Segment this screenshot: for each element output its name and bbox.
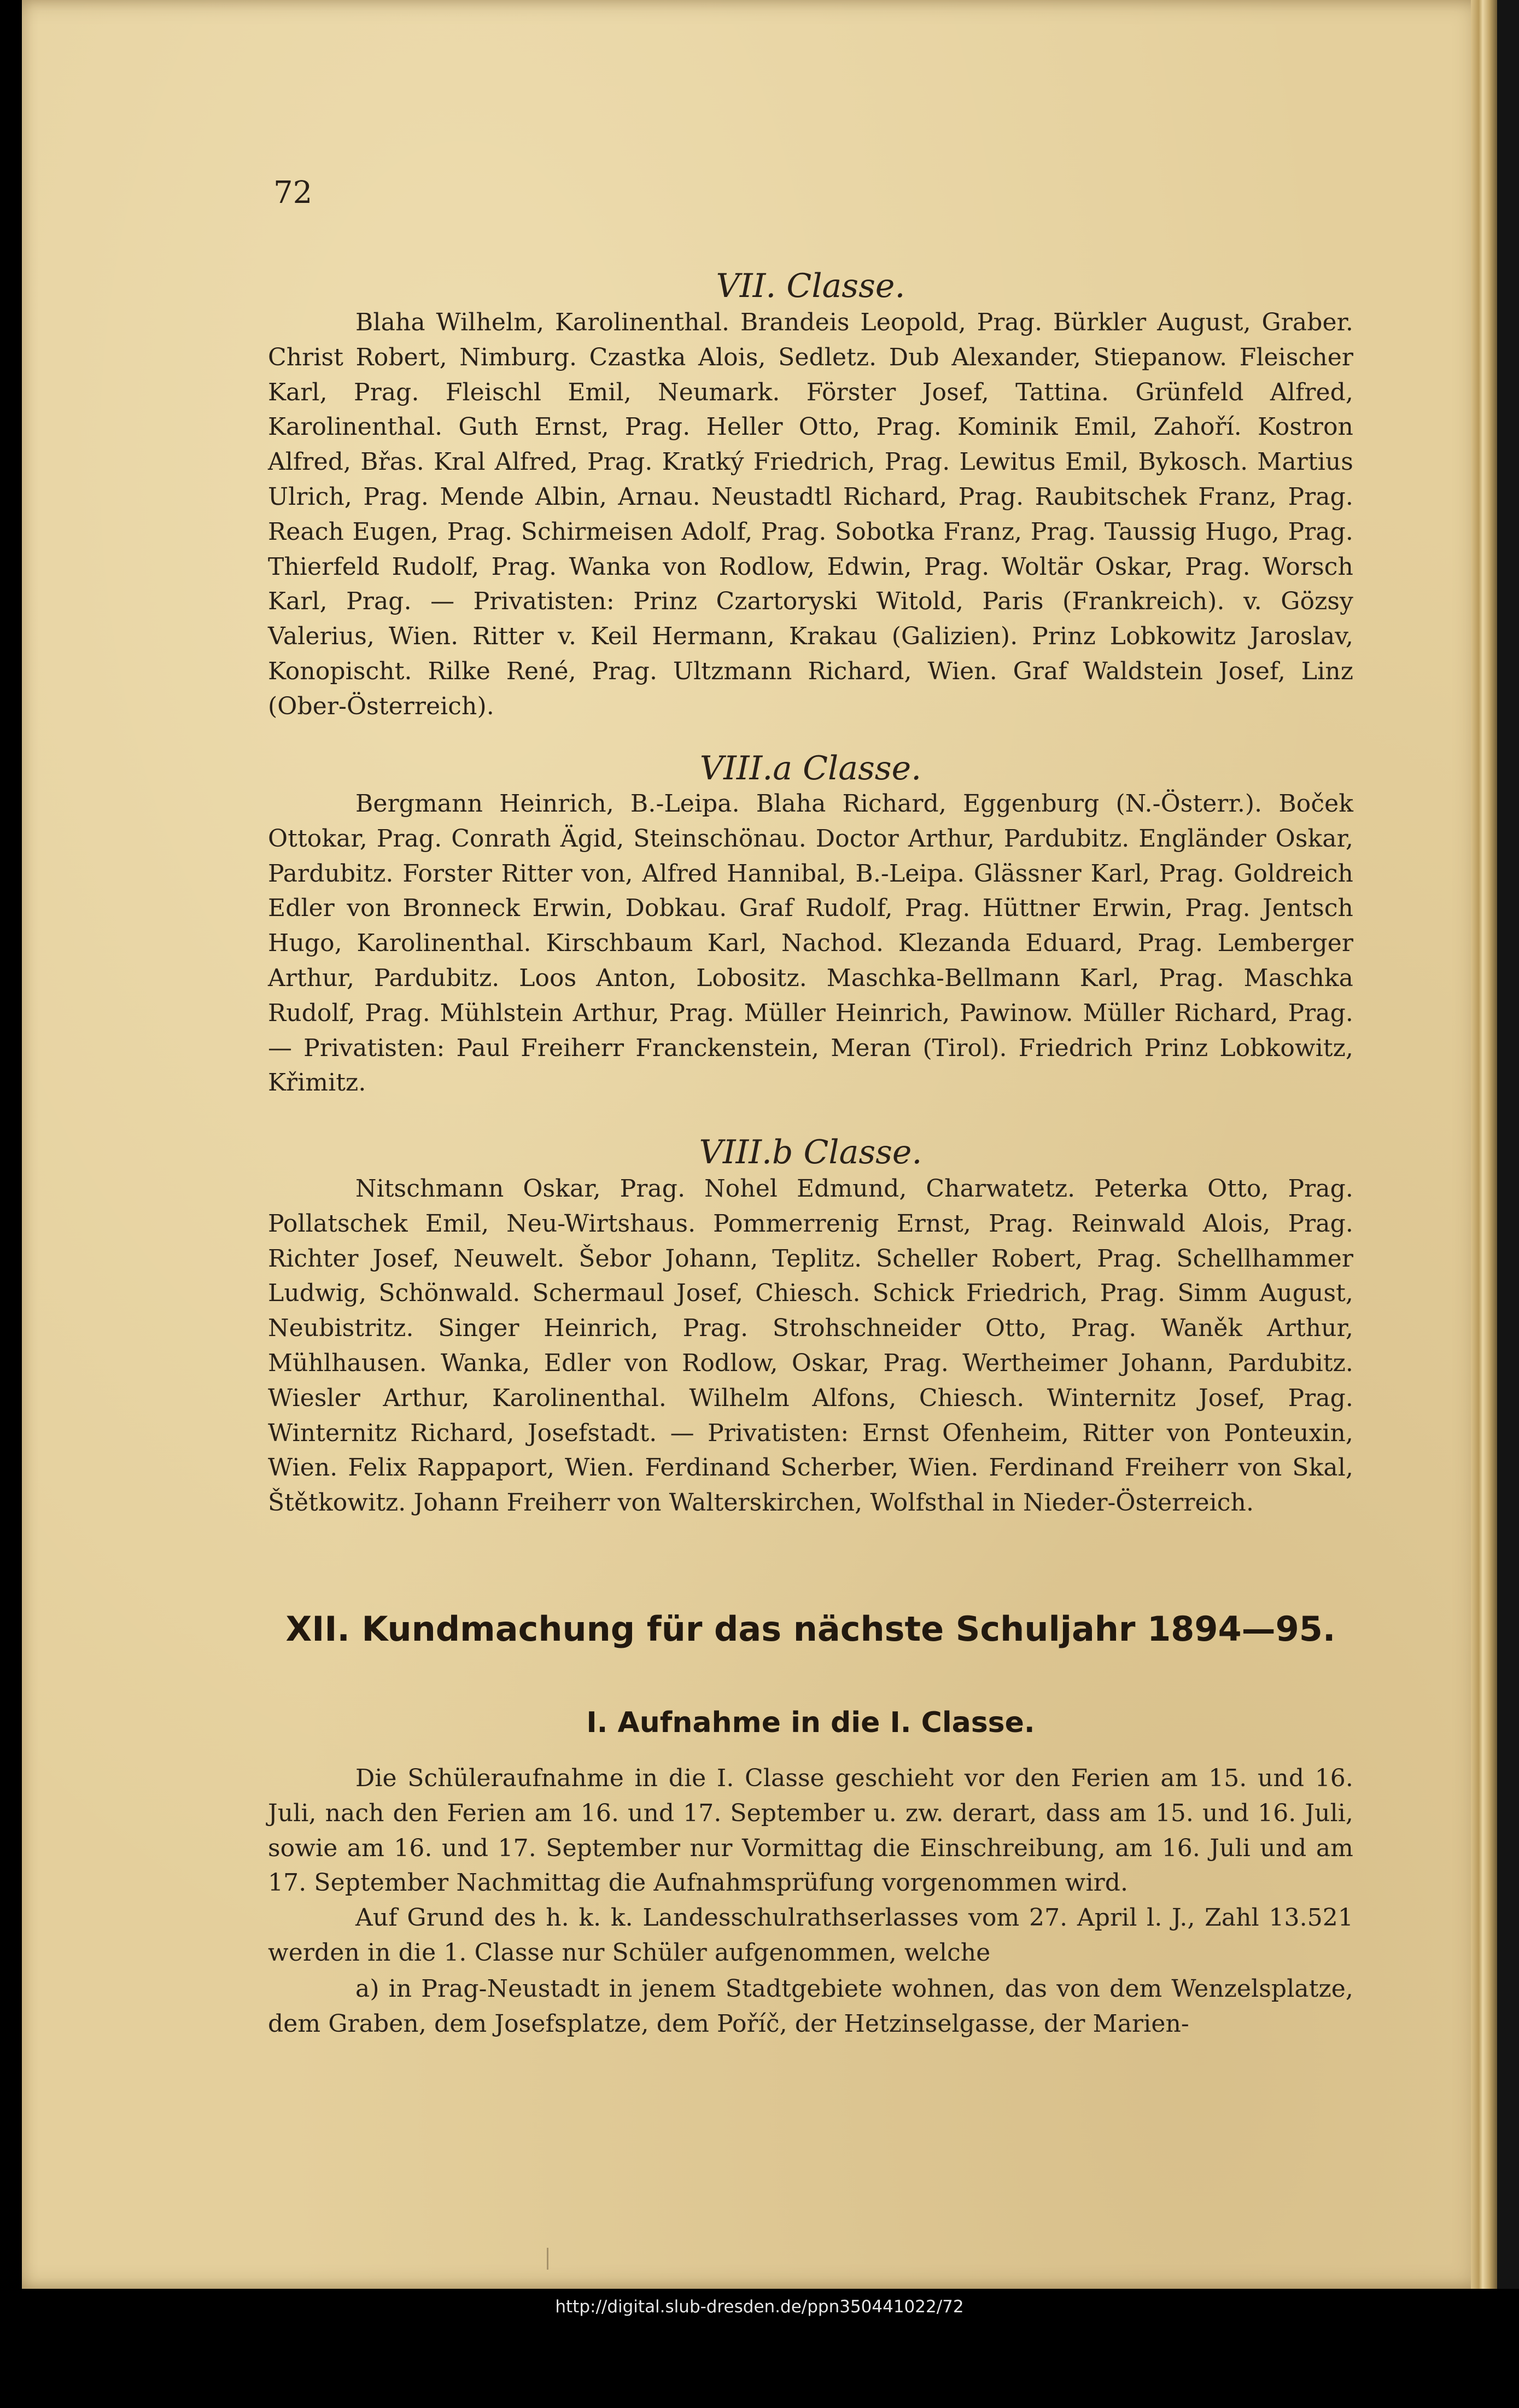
paragraph-landesschulrat: Auf Grund des h. k. k. Landesschulrathserlasses vom 27. April l. J., Zahl 13.521 werden in die 1. Classe nur Schüler aufgenommen, welche bbox=[268, 1904, 1353, 1967]
ink-mark bbox=[547, 2248, 554, 2270]
paragraph-condition-a: a) in Prag-Neustadt in jenem Stadtgebiete wohnen, das von dem Wenzelsplatze, dem Graben, dem Josefsplatze, dem Poříč, der Hetzinselgasse, der Marien- bbox=[268, 1975, 1353, 2038]
source-url[interactable]: http://digital.slub-dresden.de/ppn350441022/72 bbox=[555, 2297, 964, 2317]
subheading-aufnahme: I. Aufnahme in die I. Classe. bbox=[586, 1706, 1035, 1739]
paragraph-class-viiia: Bergmann Heinrich, B.-Leipa. Blaha Richard, Eggenburg (N.-Österr.). Boček Ottokar, Prag. Conrath Ägid, Steinschönau. Doctor Arthur, Pardubitz. Engländer Oskar, Pardubitz. Forster Ritter von, Alfred Hannibal, B.-Leipa. Glässner Karl, Prag. Goldreich Edler von Bronneck Erwin, Dobkau. Graf Rudolf, Prag. Hüttner Erwin, Prag. Jentsch Hugo, Karolinenthal. Kirschbaum Karl, Nachod. Klezanda Eduard, Prag. Lemberger Arthur, Pardubitz. Loos Anton, Lobositz. Maschka-Bellmann Karl, Prag. Maschka Rudolf, Prag. Mühlstein Arthur, Prag. Müller Heinrich, Pawinow. Müller Richard, Prag. — Privatisten: Paul Freiherr Franckenstein, Meran (Tirol). Friedrich Prinz Lobkowitz, Křimitz. bbox=[268, 790, 1353, 1097]
heading-class-vii: VII. Classe. bbox=[716, 267, 905, 305]
paragraph-class-viiib: Nitschmann Oskar, Prag. Nohel Edmund, Charwatetz. Peterka Otto, Prag. Pollatschek Emil, Neu-Wirtshaus. Pommerrenig Ernst, Prag. Reinwald Alois, Prag. Richter Josef, Neuwelt. Šebor Johann, Teplitz. Scheller Robert, Prag. Schellhammer Ludwig, Schönwald. Schermaul Josef, Chiesch. Schick Friedrich, Prag. Simm August, Neubistritz. Singer Heinrich, Prag. Strohschneider Otto, Prag. Waněk Arthur, Mühlhausen. Wanka, Edler von Rodlow, Oskar, Prag. Wertheimer Johann, Pardubitz. Wiesler Arthur, Karolinenthal. Wilhelm Alfons, Chiesch. Winternitz Josef, Prag. Winternitz Richard, Josefstadt. — Privatisten: Ernst Ofenheim, Ritter von Ponteuxin, Wien. Felix Rappaport, Wien. Ferdinand Scherber, Wien. Ferdinand Freiherr von Skal, Štětkowitz. Johann Freiherr von Walterskirchen, Wolfsthal in Nieder-Österreich. bbox=[268, 1175, 1353, 1517]
page-number: 72 bbox=[273, 175, 313, 211]
heading-class-viiib: VIII.b Classe. bbox=[699, 1133, 922, 1171]
paragraph-aufnahme-dates: Die Schüleraufnahme in die I. Classe geschieht vor den Ferien am 15. und 16. Juli, nach den Ferien am 16. und 17. September u. zw. derart, dass am 15. und 16. Juli, sowie am 16. und 17. September nur Vormittag die Einschreibung, am 16. Juli und am 17. September Nachmittag die Aufnahmsprüfung vorgenommen wird. bbox=[268, 1764, 1353, 1897]
heading-kundmachung: XII. Kundmachung für das nächste Schuljahr 1894—95. bbox=[285, 1609, 1336, 1649]
heading-class-viiia: VIII.a Classe. bbox=[699, 749, 922, 788]
page-edge bbox=[1471, 0, 1497, 2289]
scan-border bbox=[1497, 0, 1519, 2289]
paragraph-class-vii: Blaha Wilhelm, Karolinenthal. Brandeis Leopold, Prag. Bürkler August, Graber. Christ Robert, Nimburg. Czastka Alois, Sedletz. Dub Alexander, Stiepanow. Fleischer Karl, Prag. Fleischl Emil, Neumark. Förster Josef, Tattina. Grünfeld Alfred, Karolinenthal. Guth Ernst, Prag. Heller Otto, Prag. Kominik Emil, Zahoří. Kostron Alfred, Břas. Kral Alfred, Prag. Kratký Friedrich, Prag. Lewitus Emil, Bykosch. Martius Ulrich, Prag. Mende Albin, Arnau. Neustadtl Richard, Prag. Raubitschek Franz, Prag. Reach Eugen, Prag. Schirmeisen Adolf, Prag. Sobotka Franz, Prag. Taussig Hugo, Prag. Thierfeld Rudolf, Prag. Wanka von Rodlow, Edwin, Prag. Woltär Oskar, Prag. Worsch Karl, Prag. — Privatisten: Prinz Czartoryski Witold, Paris (Frankreich). v. Gözsy Valerius, Wien. Ritter v. Keil Hermann, Krakau (Galizien). Prinz Lobkowitz Jaroslav, Konopischt. Rilke René, Prag. Ultzmann Richard, Wien. Graf Waldstein Josef, Linz (Ober-Österreich). bbox=[268, 308, 1353, 720]
